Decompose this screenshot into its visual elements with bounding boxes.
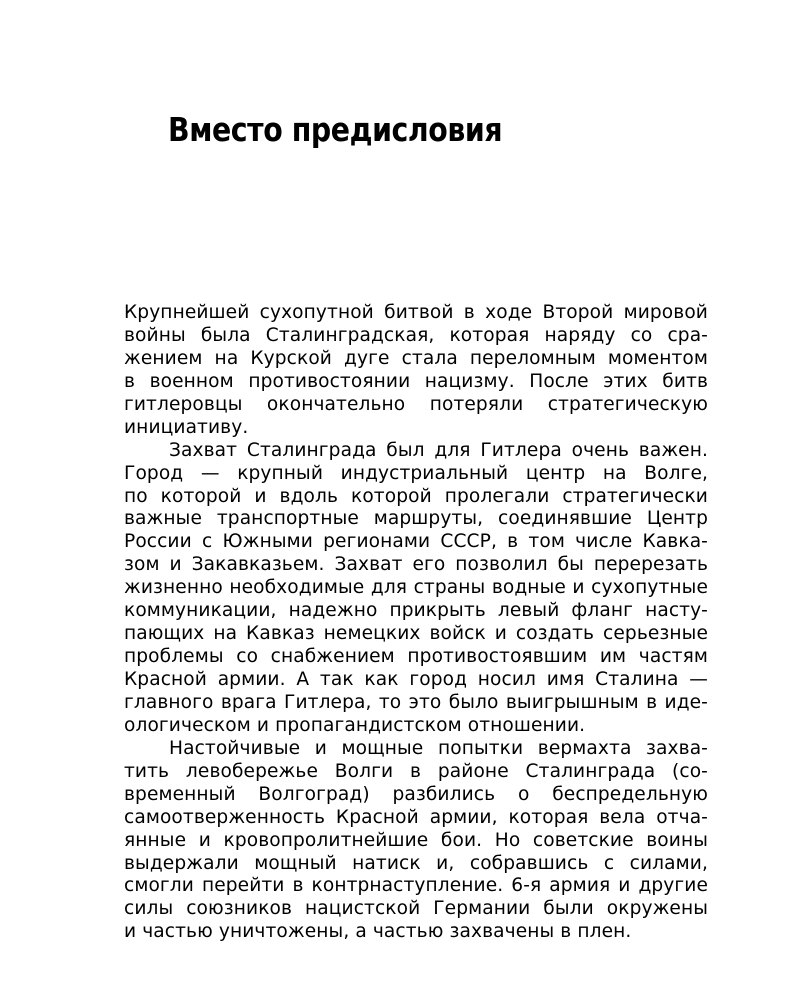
chapter-heading: Вместо предисловия [168, 110, 503, 149]
text-line: инициативу. [124, 416, 249, 438]
text-line: пающих на Кавказ немецких войск и создать серьезные [124, 623, 708, 645]
text-line: в военном противостоянии нацизму. После этих битв [124, 370, 708, 392]
text-line: тить левобережье Волги в районе Сталинграда (со- [124, 760, 708, 782]
text-line: Город — крупный индустриальный центр на Волге, [124, 462, 708, 484]
text-line: коммуникации, надежно прикрыть левый фланг насту- [124, 600, 708, 622]
body-text [124, 302, 708, 944]
text-line: временный Волгоград) разбились о беспредельную [124, 783, 708, 805]
text-line: России с Южными регионами СССР, в том числе Кавка- [124, 531, 708, 553]
text-line: Захват Сталинграда был для Гитлера очень важен. [169, 439, 708, 461]
text-line: войны была Сталинградская, которая наряду со сра- [124, 324, 708, 346]
text-line: важные транспортные маршруты, соединявшие Центр [124, 508, 708, 530]
text-line: смогли перейти в контрнаступление. 6-я армия и другие [124, 875, 708, 897]
text-line: янные и кровопролитнейшие бои. Но советские воины [124, 829, 708, 851]
text-line: самоотверженность Красной армии, которая вела отча- [124, 806, 708, 828]
text-line: Красной армии. А так как город носил имя Сталина — [124, 669, 708, 690]
text-line: жизненно необходимые для страны водные и сухопутные [124, 577, 708, 599]
text-line: главного врага Гитлера, то это было выигрышным в иде- [124, 691, 708, 713]
text-line: выдержали мощный натиск и, собравшись с силами, [124, 852, 708, 874]
text-line: силы союзников нацистской Германии были окружены [124, 898, 708, 920]
text-line: жением на Курской дуге стала переломным моментом [124, 347, 708, 369]
text-line: Крупнейшей сухопутной битвой в ходе Второй мировой [124, 302, 708, 323]
text-line: ологическом и пропагандистском отношении. [124, 714, 586, 736]
text-line: гитлеровцы окончательно потеряли стратегическую [124, 393, 708, 415]
text-line: проблемы со снабжением противостоявшим им частям [124, 646, 708, 668]
text-line: и частью уничтожены, а частью захвачены в плен. [124, 921, 632, 943]
text-line: Настойчивые и мощные попытки вермахта захва- [169, 737, 708, 759]
text-line: по которой и вдоль которой пролегали стратегически [124, 485, 708, 507]
text-line: зом и Закавказьем. Захват его позволил бы перерезать [124, 554, 708, 576]
